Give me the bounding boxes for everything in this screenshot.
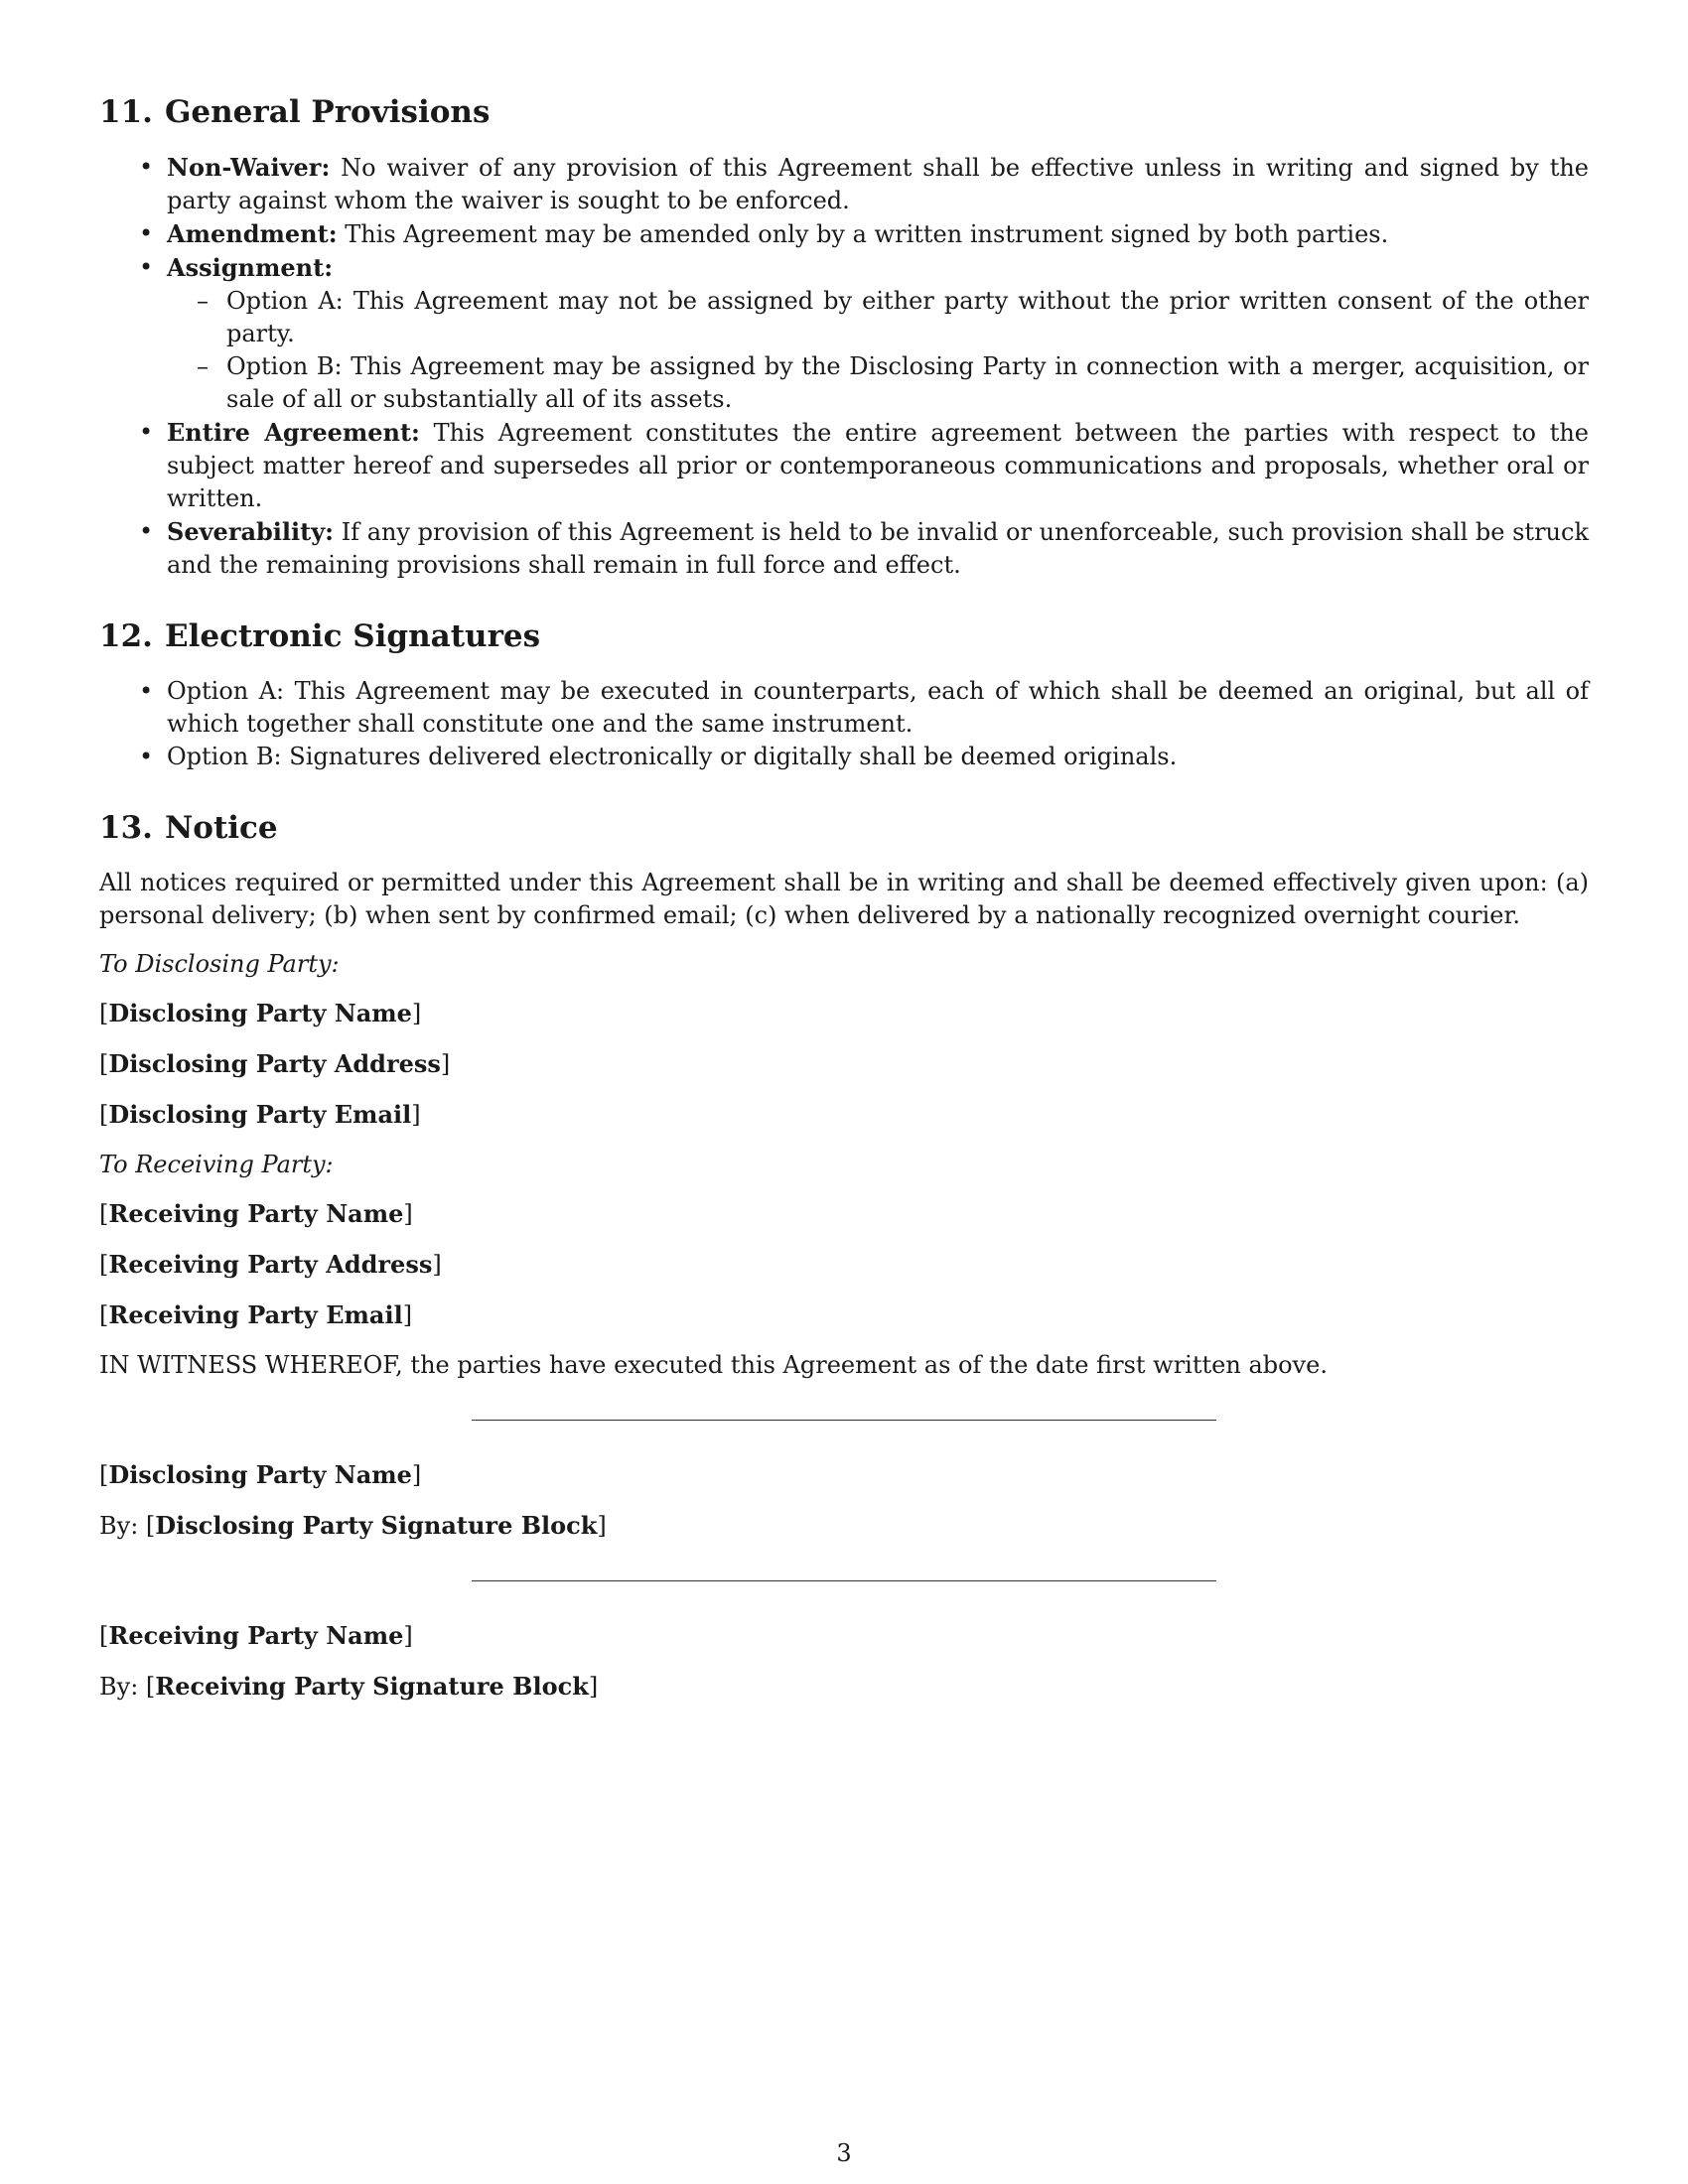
item-lead: Amendment: bbox=[167, 219, 338, 248]
item-lead: Entire Agreement: bbox=[167, 418, 420, 447]
item-lead: Severability: bbox=[167, 517, 335, 546]
assignment-option-b: – Option B: This Agreement may be assigned by the Disclosing Party in connection with a merger, acquisition, or sale of all or substantially all of its assets. bbox=[167, 350, 1589, 416]
disclosing-email-placeholder: [Disclosing Party Email] bbox=[99, 1100, 421, 1129]
signer-by-line: By: [Receiving Party Signature Block] bbox=[99, 1672, 599, 1701]
signature-line bbox=[472, 1580, 1216, 1581]
section-number: 12. bbox=[99, 618, 153, 654]
list-item-entire-agreement bbox=[99, 416, 1589, 515]
signature-options-list bbox=[99, 675, 1589, 773]
page-number: 3 bbox=[836, 2139, 852, 2167]
signature-line bbox=[472, 1420, 1216, 1421]
provisions-list bbox=[99, 151, 1589, 582]
list-item-assignment bbox=[99, 251, 1589, 416]
to-disclosing-label: To Disclosing Party: bbox=[99, 950, 340, 978]
section-heading bbox=[99, 807, 1589, 849]
item-lead: Non-Waiver: bbox=[167, 153, 331, 182]
signer-name: [Receiving Party Name] bbox=[99, 1621, 413, 1650]
item-text: This Agreement constitutes the entire agreement between the parties with respect to the subject matter hereof and supersedes all prior or contemporaneous communications and proposals, whether oral or written. bbox=[167, 419, 1589, 512]
receiving-name-placeholder: [Receiving Party Name] bbox=[99, 1199, 413, 1228]
signature-block-disclosing bbox=[99, 1420, 1589, 1543]
disclosing-name-placeholder: [Disclosing Party Name] bbox=[99, 999, 422, 1027]
signature-block-receiving bbox=[99, 1580, 1589, 1704]
esign-option-b: • Option B: Signatures delivered electronically or digitally shall be deemed originals. bbox=[99, 741, 1589, 773]
section-title: General Provisions bbox=[164, 94, 491, 130]
witness-statement: IN WITNESS WHEREOF, the parties have executed this Agreement as of the date first written above. bbox=[99, 1351, 1328, 1379]
section-electronic-signatures bbox=[99, 615, 1589, 773]
signer-name: [Disclosing Party Name] bbox=[99, 1460, 422, 1489]
section-title: Notice bbox=[164, 810, 278, 846]
section-heading bbox=[99, 615, 1589, 657]
section-title: Electronic Signatures bbox=[164, 618, 541, 654]
item-text: No waiver of any provision of this Agreement shall be effective unless in writing and signed by the party against whom the waiver is sought to be enforced. bbox=[167, 154, 1589, 214]
esign-option-a: • Option A: This Agreement may be executed in counterparts, each of which shall be deemed an original, but all of which together shall constitute one and the same instrument. bbox=[99, 675, 1589, 741]
notice-intro: All notices required or permitted under this Agreement shall be in writing and shall be deemed effectively given upon: (a) personal delivery; (b) when sent by confirmed email; (c) when delivered by a nationally recognized overnight courier. bbox=[99, 869, 1589, 929]
to-receiving-label: To Receiving Party: bbox=[99, 1151, 334, 1178]
section-number: 11. bbox=[99, 94, 153, 130]
section-notice bbox=[99, 807, 1589, 1382]
item-lead: Assignment: bbox=[167, 253, 334, 282]
item-text: If any provision of this Agreement is held to be invalid or unenforceable, such provision shall be struck and the remaining provisions shall remain in full force and effect. bbox=[167, 518, 1589, 579]
list-item-amendment bbox=[99, 217, 1589, 251]
list-item-non-waiver bbox=[99, 151, 1589, 217]
disclosing-address-placeholder: [Disclosing Party Address] bbox=[99, 1049, 451, 1078]
receiving-email-placeholder: [Receiving Party Email] bbox=[99, 1300, 413, 1329]
document-page bbox=[99, 91, 1589, 1720]
section-number: 13. bbox=[99, 810, 153, 846]
signer-by-line: By: [Disclosing Party Signature Block] bbox=[99, 1511, 607, 1540]
item-text: This Agreement may be amended only by a written instrument signed by both parties. bbox=[337, 220, 1389, 248]
receiving-address-placeholder: [Receiving Party Address] bbox=[99, 1250, 442, 1279]
assignment-options bbox=[167, 285, 1589, 416]
section-general-provisions bbox=[99, 91, 1589, 582]
list-item-severability bbox=[99, 515, 1589, 582]
section-heading bbox=[99, 91, 1589, 133]
assignment-option-a: – Option A: This Agreement may not be assigned by either party without the prior written consent of the other party. bbox=[167, 285, 1589, 350]
